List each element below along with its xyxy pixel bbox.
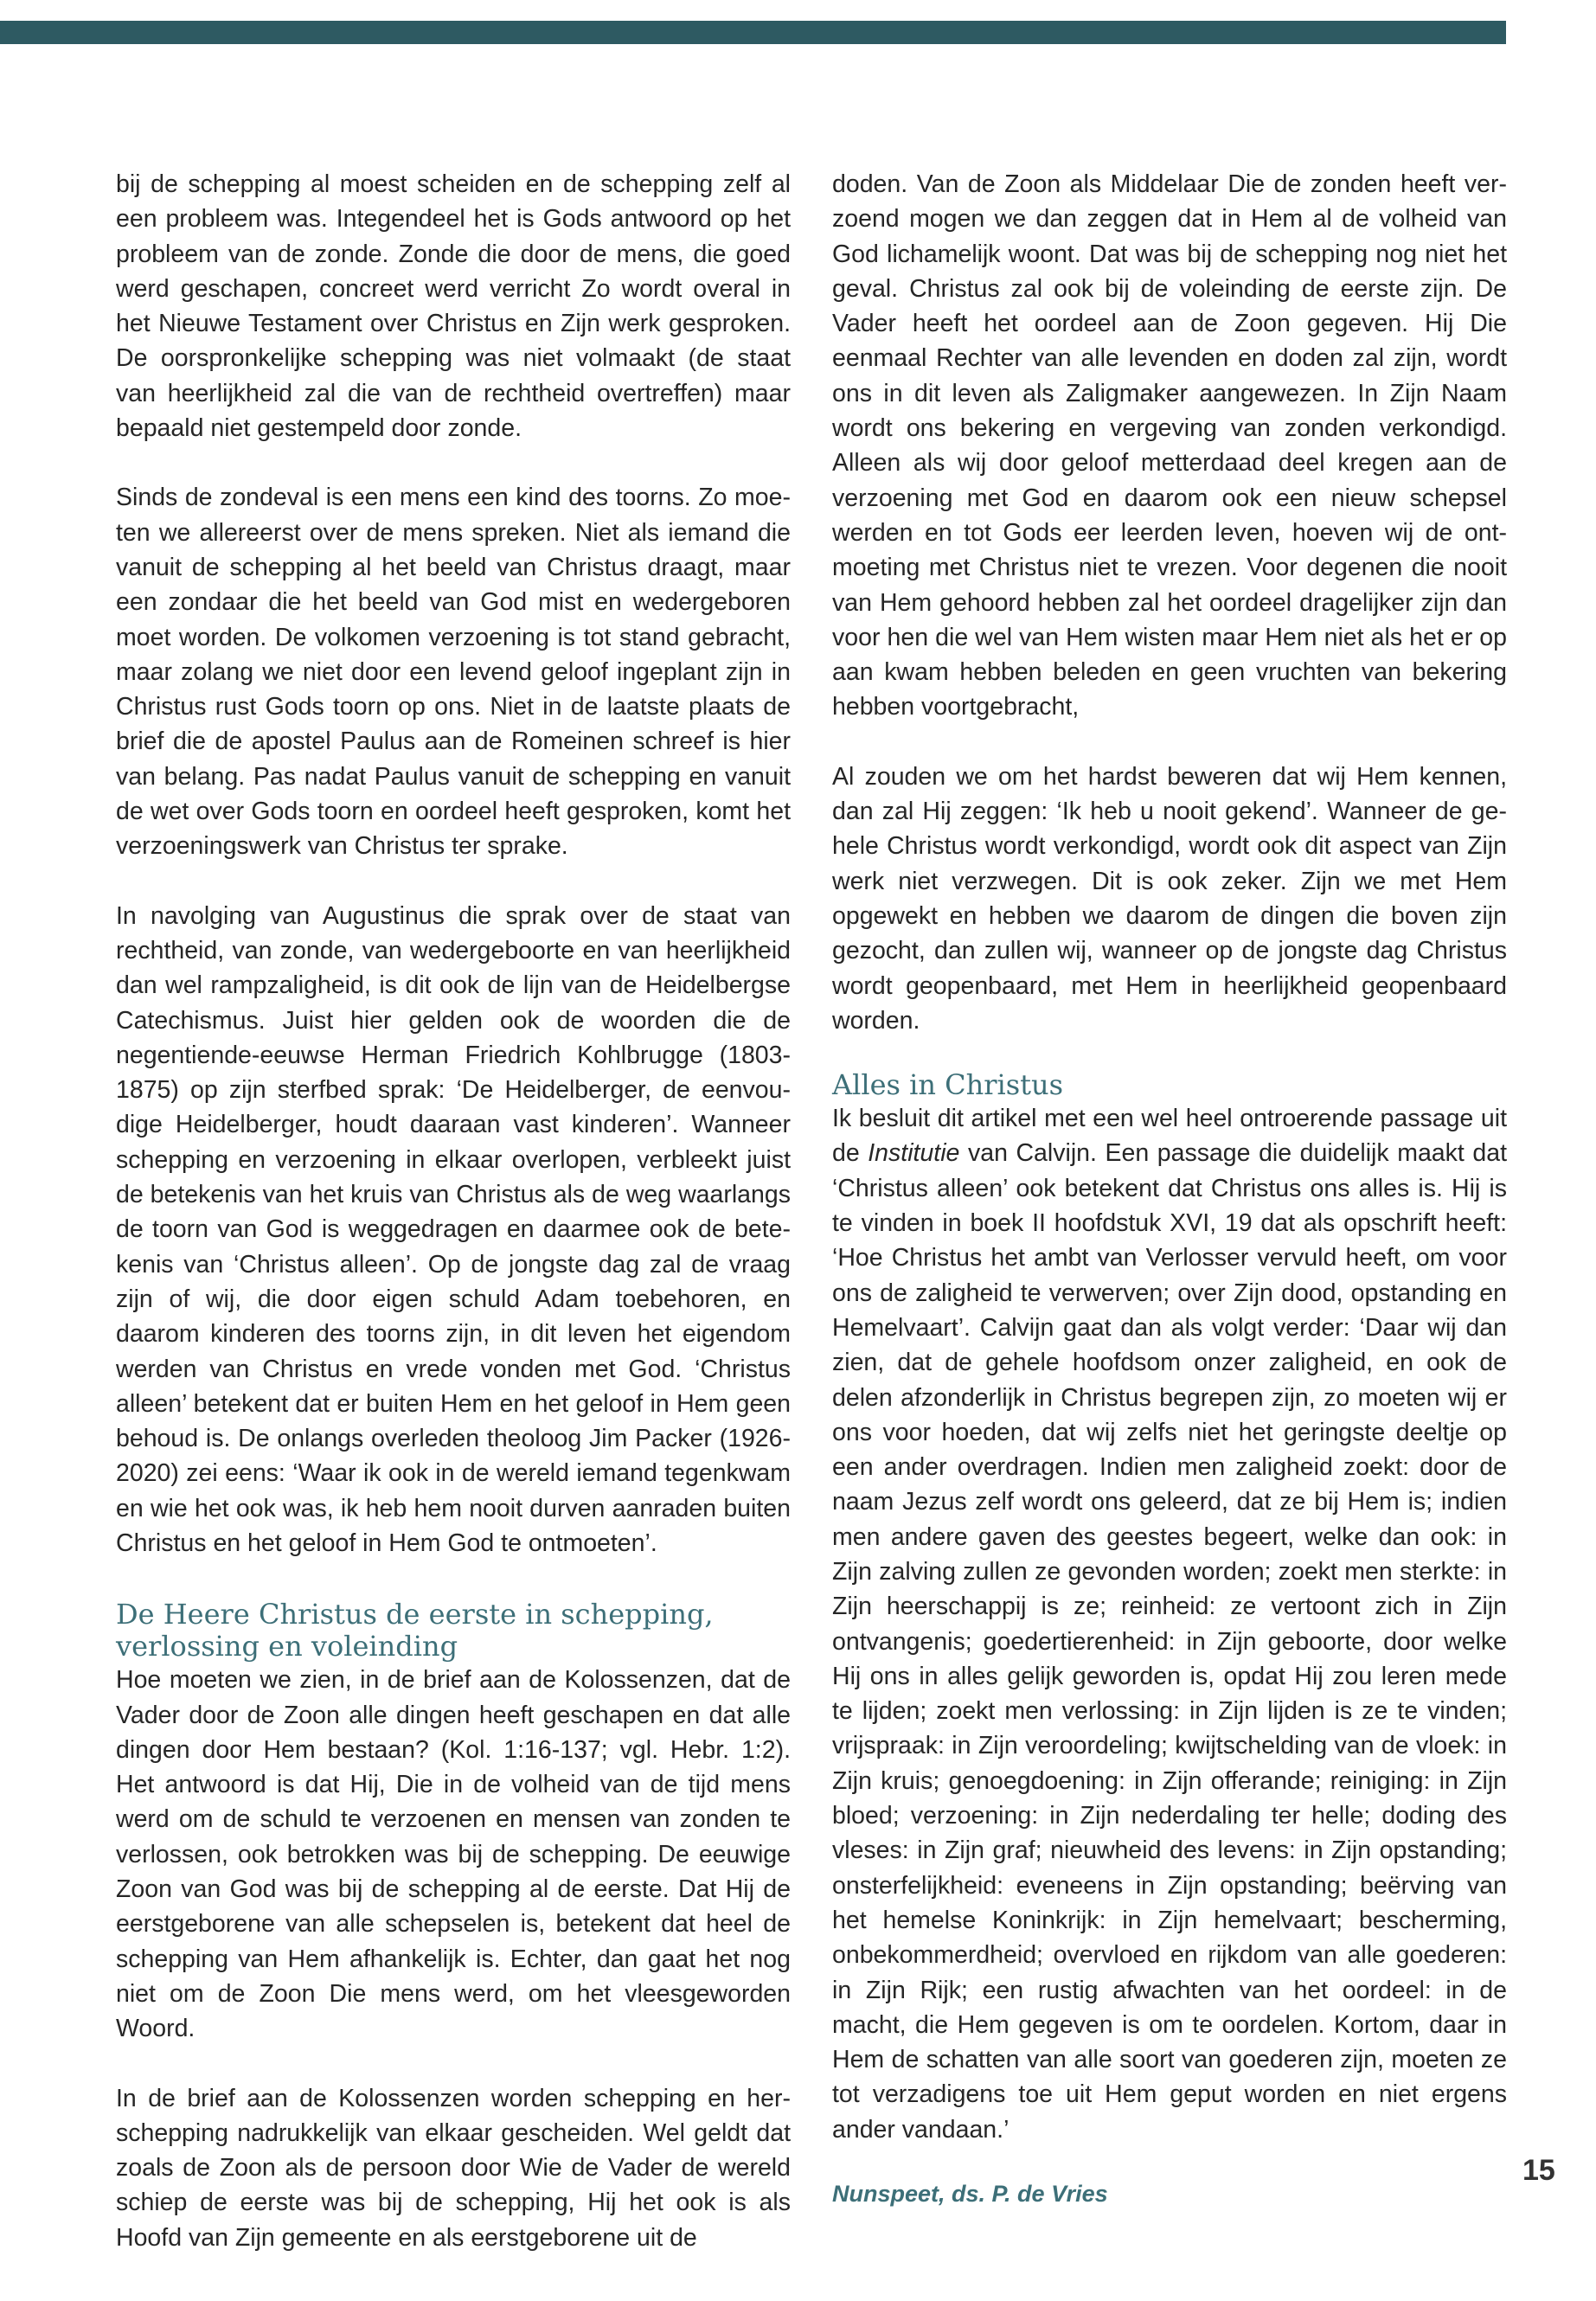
body-paragraph: In de brief aan de Kolossenzen worden schepping en herschepping nadrukkelijk van elkaar gescheiden. Wel geldt dat zoals de Zoon als de persoon door Wie de Vader de wereld schiep de eerste was bij de schepping, Hij het ook is als Hoofd van Zijn gemeente en als eerstgeborene uit de (116, 2084, 791, 2252)
header-bar (0, 21, 1506, 44)
right-column (832, 167, 1507, 2211)
quote-text: van Calvijn. Een passage die duidelijk maakt dat ‘Christus alleen’ ook betekent dat Christus ons alles is. Hij is te vinden in boek II hoofdstuk XVI, 19 dat als opschrift heeft: ‘Hoe Christus het ambt van Verlosser vervuld heeft, om voor ons de zaligheid te verwerven; over Zijn dood, opstanding en Hemelvaart’. Calvijn gaat dan als volgt verder: ‘Daar wij dan zien, dat de gehele hoofdsom onzer zaligheid, en ook de delen afzonderlijk in Christus begrepen zijn, zo moeten wij er ons voor hoeden, dat wij zelfs niet het geringste deeltje op een ander overdragen. Indien men zaligheid zoekt: door de naam Jezus zelf wordt ons geleerd, dat ze bij Hem is; indien men andere gaven des geestes begeert, welke dan ook: in Zijn zalving zullen ze gevonden worden; zoekt men sterkte: in Zijn heerschappij is ze; reinheid: ze vertoont zich in Zijn ontvangenis; goedertierenheid: in Zijn geboorte, door welke Hij ons in alles gelijk geworden is, opdat Hij zou leren mede te lijden; zoekt men verlossing: in Zijn lijden is ze te vinden; vrijspraak: in Zijn veroordeling; kwijtschelding van de vloek: in Zijn kruis; genoegdoening: in Zijn offerande; reiniging: in Zijn bloed; verzoening: in Zijn nederdaling ter helle; doding des vleses: in Zijn graf; nieuwheid des levens: in Zijn opstanding; onsterfelijkheid: eveneens in Zijn opstanding; beërving van het hemelse Koninkrijk: in Zijn hemelvaart; bescherming, onbekommerdheid; overvloed en rijkdom van alle goederen: in Zijn Rijk; een rustig afwachten van het oordeel: in de macht, die Hem gegeven is om te oordelen. Kortom, daar in Hem de schatten van alle soort van goederen zijn, moeten ze tot verzadigens toe uit Hem geput worden en niet ergens ander vandaan.’ (832, 1139, 1507, 2144)
body-paragraph: Sinds de zondeval is een mens een kind des toorns. Zo moeten we allereerst over de mens spreken. Niet als iemand die vanuit de schepping al het beeld van Christus draagt, maar een zondaar die het beeld van God mist en wedergeboren moet worden. De volkomen verzoening is tot stand gebracht, maar zolang we niet door een levend geloof ingeplant zijn in Christus rust Gods toorn op ons. Niet in de laatste plaats de brief die de apostel Paulus aan de Romeinen schreef is hier van belang. Pas nadat Paulus vanuit de schepping en vanuit de wet over Gods toorn en oordeel heeft gesproken, komt het verzoeningswerk van Christus ter sprake. (116, 484, 791, 861)
section-heading: Alles in Christus (832, 1068, 1064, 1102)
section-heading: De Heere Christus de eerste in schepping, verlossing en voleinding (116, 1598, 714, 1663)
intro-text: Ik besluit dit artikel met een wel heel ontroerende passage uit de (832, 1105, 1507, 1168)
author-signature: Nunspeet, ds. P. de Vries (832, 2181, 1108, 2208)
body-paragraph: In navolging van Augustinus die sprak over de staat van rechtheid, van zonde, van wedergeboorte en van heerlijkheid dan wel rampzaligheid, is dit ook de lijn van de Heidelbergse Catechismus. Juist hier gelden ook de woorden die de negentiende-eeuwse Herman Friedrich Kohlbrugge (1803-1875) op zijn sterfbed sprak: ‘De Heidelberger, de eenvoudige Heidelberger, houdt daaraan vast kinderen’. Wanneer schepping en verzoening in elkaar overlopen, verbleekt juist de betekenis van het kruis van Christus als de weg waarlangs de toorn van God is weggedragen en daarmee ook de betekenis van ‘Christus alleen’. Op de jongste dag zal de vraag zijn of wij, die door eigen schuld Adam toebehoren, en daarom kinderen des toorns zijn, in dit leven het eigendom werden van Christus en vrede vonden met God. ‘Christus alleen’ betekent dat er buiten Hem en het geloof in Hem geen behoud is. De onlangs overleden theoloog Jim Packer (1926-2020) zei eens: ‘Waar ik ook in de wereld iemand tegenkwam en wie het ook was, ik heb hem nooit durven aanraden buiten Christus en het geloof in Hem God te ontmoeten’. (116, 901, 791, 1557)
body-paragraph: Al zouden we om het hardst beweren dat wij Hem kennen, dan zal Hij zeggen: ‘Ik heb u nooit gekend’. Wanneer de gehele Christus wordt verkondigd, wordt ook dit aspect van Zijn werk niet verzwegen. Dit is ook zeker. Zijn we met Hem opgewekt en hebben we daarom de dingen die boven zijn gezocht, dan zullen wij, wanneer op de jongste dag Christus wordt geopenbaard, met Hem in heerlijkheid geopenbaard worden. (832, 762, 1507, 1035)
body-paragraph: bij de schepping al moest scheiden en de schepping zelf al een probleem was. Integendeel het is Gods antwoord op het probleem van de zonde. Zonde die door de mens, die goed werd geschapen, concreet werd verricht Zo wordt overal in het Nieuwe Testament over Christus en Zijn werk gesproken. De oorspronkelijke schepping was niet volmaakt (de staat van heerlijkheid zal die van de rechtheid overtreffen) maar bepaald niet gestempeld door zonde. (116, 170, 791, 443)
book-title: Institutie (868, 1139, 960, 1168)
body-paragraph: doden. Van de Zoon als Middelaar Die de zonden heeft verzoend mogen we dan zeggen dat in Hem al de volheid van God lichamelijk woont. Dat was bij de schepping nog niet het geval. Christus zal ook bij de voleinding de eerste zijn. De Vader heeft het oordeel aan de Zoon gegeven. Hij Die eenmaal Rechter van alle levenden en doden zal zijn, wordt ons in dit leven als Zaligmaker aangewezen. In Zijn Naam wordt ons bekering en vergeving van zonden verkondigd. Alleen als wij door geloof metterdaad deel kregen aan de verzoening met God en daarom ook een nieuw schepsel werden en tot Gods eer leerden leven, hoeven wij de ontmoeting met Christus niet te vrezen. Voor degenen die nooit van Hem gehoord hebben zal het oordeel dragelijker zijn dan voor hen die wel van Hem wisten maar Hem niet als het er op aan kwam hebben beleden en geen vruchten van bekering hebben voortgebracht, (832, 170, 1507, 721)
calvin-quote-paragraph (832, 1101, 1507, 2147)
left-column (116, 167, 791, 2255)
body-paragraph: Hoe moeten we zien, in de brief aan de Kolossenzen, dat de Vader door de Zoon alle dingen heeft geschapen en dat alle dingen door Hem bestaan? (Kol. 1:16-137; vgl. Hebr. 1:2). Het antwoord is dat Hij, Die in de volheid van de tijd mens werd om de schuld te verzoenen en mensen van zonden te verlossen, ook betrokken was bij de schepping. De eeuwige Zoon van God was bij de schepping al de eerste. Dat Hij de eerstgeborene van alle schepselen is, betekent dat heel de schepping van Hem afhankelijk is. Echter, dan gaat het nog niet om de Zoon Die mens werd, om het vleesgeworden Woord. (116, 1666, 791, 2043)
page-number: 15 (1522, 2154, 1555, 2187)
